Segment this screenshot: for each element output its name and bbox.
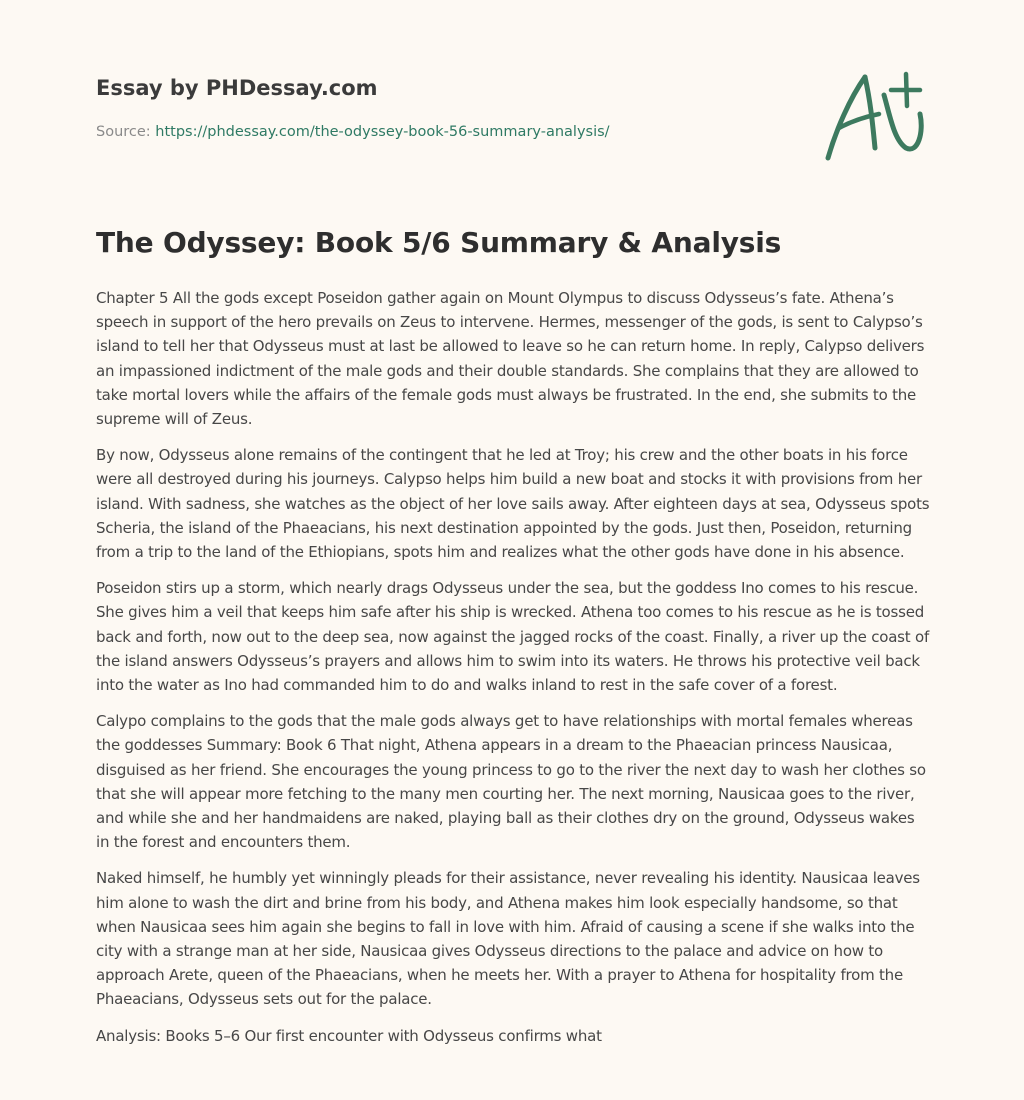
source-label: Source: (96, 124, 156, 140)
page-header (96, 0, 928, 200)
a-plus-logo-icon (824, 68, 928, 164)
source-line (96, 124, 610, 140)
essay-paragraph: Poseidon stirs up a storm, which nearly drags Odysseus under the sea, but the goddess Ino comes to his rescue. She gives him a veil that keeps him safe after his ship is wrecked. Athena too comes to his rescue as he is tossed back and forth, now out to the deep sea, now against the jagged rocks of the coast. Finally, a river up the coast of the island answers Odysseus’s prayers and allows him to swim into its waters. He throws his protective veil back into the water as Ino had commanded him to do and walks inland to rest in the safe cover of a forest. (96, 579, 930, 695)
essay-paragraph: Analysis: Books 5–6 Our first encounter with Odysseus confirms what (96, 1026, 602, 1045)
essay-paragraph: Chapter 5 All the gods except Poseidon gather again on Mount Olympus to discuss Odysseus’s fate. Athena’s speech in support of the hero prevails on Zeus to intervene. Hermes, messenger of the gods, is sent to Calypso’s island to tell her that Odysseus must at last be allowed to leave so he can return home. In reply, Calypso delivers an impassioned indictment of the male gods and their double standards. She complains that they are allowed to take mortal lovers while the affairs of the female gods must always be frustrated. In the end, she submits to the supreme will of Zeus. (96, 289, 925, 429)
essay-title: The Odyssey: Book 5/6 Summary & Analysis (96, 226, 782, 259)
source-link[interactable]: https://phdessay.com/the-odyssey-book-56-summary-analysis/ (155, 124, 610, 140)
essay-paragraph: Calypo complains to the gods that the male gods always get to have relationships with mortal females whereas the goddesses Summary: Book 6 That night, Athena appears in a dream to the Phaeacian princess Nausicaa, disguised as her friend. She encourages the young princess to go to the river the next day to wash her clothes so that she will appear more fetching to the many men courting her. The next morning, Nausicaa goes to the river, and while she and her handmaidens are naked, playing ball as their clothes dry on the ground, Odysseus wakes in the forest and encounters them. (96, 712, 926, 852)
essay-body (96, 286, 932, 1060)
essay-paragraph: Naked himself, he humbly yet winningly pleads for their assistance, never revealing his identity. Nausicaa leaves him alone to wash the dirt and brine from his body, and Athena makes him look especially handsome, so that when Nausicaa sees him again she begins to fall in love with him. Afraid of causing a scene if she walks into the city with a strange man at her side, Nausicaa gives Odysseus directions to the palace and advice on how to approach Arete, queen of the Phaeacians, when he meets her. With a prayer to Athena for hospitality from the Phaeacians, Odysseus sets out for the palace. (96, 869, 920, 1009)
site-brand: Essay by PHDessay.com (96, 76, 378, 100)
essay-paragraph: By now, Odysseus alone remains of the contingent that he led at Troy; his crew and the other boats in his force were all destroyed during his journeys. Calypso helps him build a new boat and stocks it with provisions from her island. With sadness, she watches as the object of her love sails away. After eighteen days at sea, Odysseus spots Scheria, the island of the Phaeacians, his next destination appointed by the gods. Just then, Poseidon, returning from a trip to the land of the Ethiopians, spots him and realizes what the other gods have done in his absence. (96, 446, 930, 562)
